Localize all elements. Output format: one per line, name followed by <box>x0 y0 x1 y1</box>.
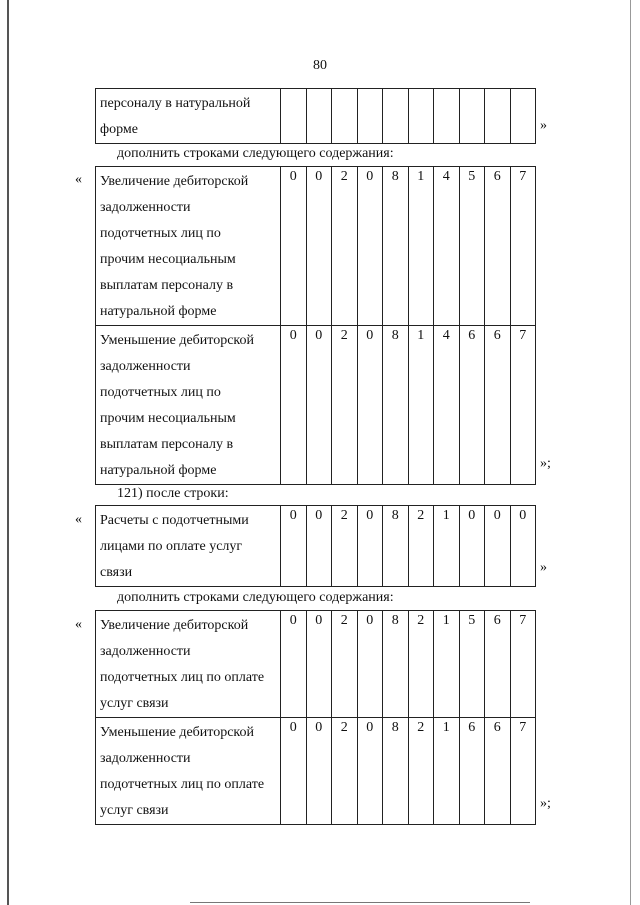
paragraph-add-rows: дополнить строками следующего содержания: <box>117 590 394 605</box>
row-label <box>96 326 281 485</box>
row-label-line: Расчеты с подотчетными <box>100 513 249 528</box>
code-digit-cell <box>434 89 460 144</box>
code-digit-cell: 1 <box>408 326 434 485</box>
row-label-line: подотчетных лиц по <box>100 226 221 241</box>
code-digit-cell: 6 <box>485 611 511 718</box>
code-digit-cell <box>485 89 511 144</box>
code-digit-cell: 1 <box>434 506 460 587</box>
row-label-line: прочим несоциальным <box>100 252 236 267</box>
row-label-line: услуг связи <box>100 696 169 711</box>
row-label-line: прочим несоциальным <box>100 411 236 426</box>
code-digit-cell: 4 <box>434 167 460 326</box>
code-digit-cell: 1 <box>408 167 434 326</box>
paragraph-add-rows: дополнить строками следующего содержания: <box>117 146 394 161</box>
row-label-line: подотчетных лиц по <box>100 385 221 400</box>
closing-quote: »; <box>540 456 551 471</box>
code-digit-cell: 2 <box>332 506 358 587</box>
code-digit-cell: 6 <box>485 167 511 326</box>
code-digit-cell: 5 <box>459 611 485 718</box>
code-digit-cell: 8 <box>383 167 409 326</box>
table-row <box>96 611 536 718</box>
code-digit-cell: 0 <box>459 506 485 587</box>
row-label-line: задолженности <box>100 644 191 659</box>
code-digit-cell: 0 <box>485 506 511 587</box>
code-digit-cell: 8 <box>383 326 409 485</box>
row-label <box>96 167 281 326</box>
opening-quote: « <box>75 172 82 187</box>
code-digit-cell: 2 <box>332 718 358 825</box>
code-digit-cell: 7 <box>510 326 536 485</box>
table-row <box>96 89 536 144</box>
code-digit-cell: 0 <box>281 326 307 485</box>
code-digit-cell: 5 <box>459 167 485 326</box>
row-label <box>96 89 281 144</box>
code-digit-cell: 0 <box>306 167 332 326</box>
code-digit-cell: 8 <box>383 506 409 587</box>
row-label <box>96 718 281 825</box>
row-label-line: задолженности <box>100 200 191 215</box>
code-digit-cell <box>332 89 358 144</box>
code-digit-cell: 7 <box>510 718 536 825</box>
code-digit-cell: 0 <box>281 611 307 718</box>
code-digit-cell: 0 <box>357 611 383 718</box>
row-label-line: Уменьшение дебиторской <box>100 333 255 348</box>
table-continuation <box>95 88 536 144</box>
row-label-line: лицами по оплате услуг <box>100 539 243 554</box>
paragraph-after-row: 121) после строки: <box>117 486 229 501</box>
row-label-line: выплатам персоналу в <box>100 437 234 452</box>
code-digit-cell: 2 <box>332 611 358 718</box>
code-digit-cell <box>281 89 307 144</box>
code-digit-cell: 2 <box>408 611 434 718</box>
table-added-rows <box>95 166 536 485</box>
code-digit-cell: 8 <box>383 611 409 718</box>
code-digit-cell: 7 <box>510 611 536 718</box>
closing-quote: » <box>540 118 547 133</box>
page-number: 80 <box>313 58 327 73</box>
row-label-line: натуральной форме <box>100 304 217 319</box>
row-label-line: персоналу в натуральной <box>100 96 251 111</box>
code-digit-cell: 1 <box>434 718 460 825</box>
code-digit-cell: 0 <box>357 718 383 825</box>
code-digit-cell: 0 <box>281 167 307 326</box>
table-row <box>96 167 536 326</box>
code-digit-cell <box>357 89 383 144</box>
row-label <box>96 611 281 718</box>
code-digit-cell: 7 <box>510 167 536 326</box>
code-digit-cell: 0 <box>281 718 307 825</box>
scan-left-edge <box>7 0 9 905</box>
row-label-line: Увеличение дебиторской <box>100 618 249 633</box>
scan-bottom-edge <box>190 902 530 903</box>
code-digit-cell: 0 <box>357 167 383 326</box>
row-label-line: услуг связи <box>100 803 169 818</box>
closing-quote: »; <box>540 796 551 811</box>
table-row <box>96 506 536 587</box>
code-digit-cell: 0 <box>281 506 307 587</box>
code-digit-cell: 6 <box>485 326 511 485</box>
code-digit-cell: 1 <box>434 611 460 718</box>
code-digit-cell: 0 <box>306 326 332 485</box>
code-digit-cell <box>383 89 409 144</box>
code-digit-cell: 2 <box>408 718 434 825</box>
code-digit-cell: 2 <box>332 167 358 326</box>
code-digit-cell: 0 <box>306 611 332 718</box>
code-digit-cell: 4 <box>434 326 460 485</box>
opening-quote: « <box>75 512 82 527</box>
code-digit-cell: 2 <box>408 506 434 587</box>
row-label-line: задолженности <box>100 751 191 766</box>
row-label-line: подотчетных лиц по оплате <box>100 670 265 685</box>
code-digit-cell: 0 <box>306 718 332 825</box>
row-label-line: подотчетных лиц по оплате <box>100 777 265 792</box>
code-digit-cell <box>510 89 536 144</box>
code-digit-cell: 2 <box>332 326 358 485</box>
row-label-line: форме <box>100 122 138 137</box>
code-digit-cell: 0 <box>306 506 332 587</box>
table-row <box>96 718 536 825</box>
table-row <box>96 326 536 485</box>
row-label <box>96 506 281 587</box>
row-label-line: задолженности <box>100 359 191 374</box>
code-digit-cell: 0 <box>357 506 383 587</box>
code-digit-cell: 6 <box>459 718 485 825</box>
row-label-line: связи <box>100 565 133 580</box>
closing-quote: » <box>540 560 547 575</box>
code-digit-cell <box>459 89 485 144</box>
code-digit-cell: 0 <box>357 326 383 485</box>
code-digit-cell: 6 <box>459 326 485 485</box>
table-added-rows <box>95 610 536 825</box>
row-label-line: выплатам персоналу в <box>100 278 234 293</box>
row-label-line: Увеличение дебиторской <box>100 174 249 189</box>
code-digit-cell <box>306 89 332 144</box>
row-label-line: Уменьшение дебиторской <box>100 725 255 740</box>
code-digit-cell: 6 <box>485 718 511 825</box>
code-digit-cell: 8 <box>383 718 409 825</box>
opening-quote: « <box>75 617 82 632</box>
code-digit-cell <box>408 89 434 144</box>
code-digit-cell: 0 <box>510 506 536 587</box>
table-reference-row <box>95 505 536 587</box>
scan-right-edge <box>630 0 631 905</box>
row-label-line: натуральной форме <box>100 463 217 478</box>
